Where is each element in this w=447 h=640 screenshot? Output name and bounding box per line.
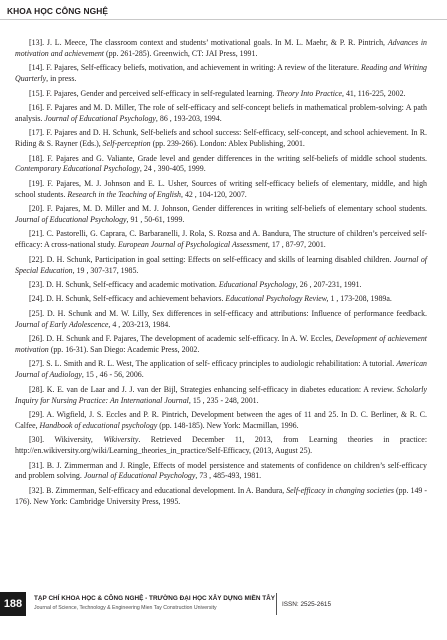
reference-source: Educational Psychology Review, (225, 294, 329, 304)
reference-number: [20]. (29, 204, 45, 214)
reference-text: S. L. Smith and R. L. West, The application of self- efficacy principles to audiologic rehabilitation: A tutorial. (44, 359, 397, 369)
reference-number: [16]. (29, 103, 45, 112)
reference-source: Self-perception (102, 139, 151, 149)
reference-source: Journal of Early Adolescence (15, 319, 109, 329)
reference-number: [24]. (29, 294, 45, 304)
reference-text: D. H. Schunk and M. W. Lilly, Sex differences in self-efficacy and attributions: Influence of performance feedback. (44, 308, 427, 318)
reference-item (15, 103, 427, 125)
reference-details: , 4 , 203-213, 1984. (108, 319, 171, 329)
reference-item (15, 255, 427, 277)
reference-details: , 91 , 50-61, 1999. (126, 214, 185, 224)
reference-number: [26]. (29, 334, 45, 344)
reference-details: , 19 , 307-317, 1985. (72, 265, 139, 275)
reference-details: (pp. 16-31). San Diego: Academic Press, 2002. (48, 344, 200, 354)
reference-item (15, 486, 427, 508)
reference-text: D. H. Schunk and F. Pajares, The development of academic self-efficacy. In A. W. Eccles, (44, 334, 336, 344)
reference-item (15, 309, 427, 331)
reference-item (15, 435, 427, 457)
page-number: 188 (0, 592, 26, 616)
section-label: KHOA HỌC CÔNG NGHỆ (7, 6, 109, 16)
reference-source: Theory Into Practice (276, 88, 342, 98)
reference-text: D. H. Schunk, Self-efficacy and academic motivation. (44, 279, 219, 289)
reference-item (15, 461, 427, 483)
reference-details: , 15 , 46 - 56, 2006. (81, 370, 144, 380)
reference-text: F. Pajares, Gender and perceived self-efficacy in self-regulated learning. (44, 88, 277, 98)
reference-item (15, 294, 427, 305)
reference-number: [30]. (29, 435, 45, 445)
reference-item (15, 38, 427, 60)
reference-item (15, 89, 427, 100)
reference-source: Development of achievement motivation (15, 334, 428, 354)
reference-number: [13]. (29, 38, 45, 47)
reference-item (15, 280, 427, 291)
reference-text: F. Pajares, M. D. Miller and M. J. Johnson, Gender differences in writing self-beliefs of elementary school students. (44, 204, 427, 214)
reference-number: [17]. (29, 128, 45, 138)
reference-item (15, 204, 427, 226)
reference-item (15, 410, 427, 432)
reference-item (15, 334, 427, 356)
reference-source: American Journal of Audiology (15, 359, 427, 380)
reference-item (15, 359, 427, 381)
reference-source: Educational Psychology (218, 279, 296, 289)
reference-details: (pp. 148-185). New York: Macmillan, 1996. (157, 420, 299, 430)
reference-list (15, 38, 427, 511)
reference-text: B. J. Zimmerman and J. Ringle, Effects of model persistence and statements of confidence on children’s self-efficacy and problem solving. (15, 460, 427, 481)
reference-number: [14]. (29, 63, 45, 73)
page-header (0, 0, 447, 22)
reference-text: F. Pajares and M. D. Miller, The role of self-efficacy and self-concept beliefs in mathematical problem-solving: A path analysis. (15, 103, 427, 123)
reference-text: F. Pajares, Self-efficacy beliefs, motivation, and achievement in writing: A review of the literature. (44, 63, 362, 73)
reference-details: . Retrieved December 11, 2013, from Learning theories in practice: http://en.wikiversity.org/wiki/Learning_theories_in_practice/Self-Efficacy, (2013, August 25). (15, 435, 428, 456)
reference-source: Self-efficacy in changing societies (286, 485, 394, 495)
reference-item (15, 128, 427, 150)
reference-number: [18]. (29, 153, 45, 163)
reference-text: D. H. Schunk, Participation in goal setting: Effects on self-efficacy and skills of learning disabled children. (44, 254, 394, 264)
reference-details: , 73 , 485-493, 1981. (195, 471, 262, 481)
reference-text: K. E. van de Laar and J. J. van der Bijl, Strategies enhancing self-efficacy in diabetes education: A review. (44, 384, 397, 394)
reference-number: [27]. (29, 359, 45, 369)
reference-text: F. Pajares and G. Valiante, Grade level and gender differences in the writing self-beliefs of middle school students. (44, 153, 427, 163)
reference-source: Journal of Educational Psychology (15, 214, 127, 224)
footer-divider (276, 593, 277, 615)
reference-number: [23]. (29, 279, 45, 289)
reference-details: (pp. 149 - 176). New York: Cambridge University Press, 1995. (15, 485, 427, 506)
reference-details: , 24 , 390-405, 1999. (139, 164, 206, 174)
reference-number: [29]. (29, 409, 45, 419)
reference-details: , 26 , 207-231, 1991. (295, 279, 362, 289)
reference-number: [25]. (29, 308, 45, 318)
reference-text: F. Pajares, M. J. Johnson and E. L. Usher, Sources of writing self-efficacy beliefs of elementary, middle, and high school students. (15, 178, 427, 199)
journal-name-english: Journal of Science, Technology & Engineering Mien Tay Construction University (34, 605, 217, 611)
reference-details: 1 , 173-208, 1989a. (328, 294, 392, 304)
reference-item (15, 154, 427, 176)
page-footer (0, 592, 447, 640)
reference-item (15, 63, 427, 85)
reference-text: B. Zimmerman, Self-efficacy and educational development. In A. Bandura, (44, 485, 287, 495)
header-divider (0, 19, 447, 20)
reference-details: , 17 , 87-97, 2001. (267, 240, 326, 250)
reference-details: , 42 , 104-120, 2007. (181, 189, 247, 199)
issn: ISSN: 2525-2615 (282, 601, 332, 608)
reference-number: [28]. (29, 384, 45, 394)
reference-text: F. Pajares and D. H. Schunk, Self-beliefs and school success: Self-efficacy, self-concept, and school achievement. In R. Riding & S. Rayner (Eds.), (15, 128, 427, 149)
reference-number: [21]. (29, 229, 45, 239)
reference-details: , 86 , 193-203, 1994. (155, 113, 222, 123)
reference-text: J. L. Meece, The classroom context and students’ motivational goals. In M. L. Maehr, & P. R. Pintrich, (44, 38, 388, 47)
reference-source: Journal of Special Education (15, 254, 427, 275)
reference-number: [15]. (29, 88, 45, 98)
reference-details: , 15 , 235 - 248, 2001. (188, 395, 259, 405)
reference-item (15, 229, 427, 251)
reference-details: , in press. (46, 74, 77, 84)
reference-source: Journal of Educational Psychology (83, 471, 196, 481)
reference-source: European Journal of Psychological Assessment (118, 240, 268, 250)
reference-source: Handbook of educational psychology (39, 420, 158, 430)
reference-source: Scholarly Inquiry for Nursing Practice: An International Journal (15, 384, 427, 405)
reference-details: , 41, 116-225, 2002. (342, 88, 406, 98)
reference-text: D. H. Schunk, Self-efficacy and achievement behaviors. (44, 294, 226, 304)
reference-number: [19]. (29, 178, 45, 188)
reference-source: Contemporary Educational Psychology (15, 164, 140, 174)
reference-details: (pp. 261-285). Greenwich, CT: JAI Press, 1991. (103, 48, 258, 58)
reference-text: A. Wigfield, J. S. Eccles and P. R. Pintrich, Development between the ages of 11 and 25. In D. C. Berliner, & R. C. Calfee, (15, 409, 427, 430)
reference-source: Advances in motivation and achievement (15, 38, 428, 58)
reference-number: [22]. (29, 254, 45, 264)
journal-name: TẠP CHÍ KHOA HỌC & CÔNG NGHỆ - TRƯỜNG ĐẠI HỌC XÂY DỰNG MIỀN TÂY (34, 595, 276, 602)
reference-item (15, 179, 427, 201)
reference-item (15, 385, 427, 407)
reference-source: Research in the Teaching of English (67, 189, 181, 199)
reference-source: Wikiversity (103, 435, 139, 445)
reference-text: C. Pastorelli, G. Caprara, C. Barbaranelli, J. Rola, S. Rozsa and A. Bandura, The structure of children’s perceived self-efficacy: A cross-national study. (15, 229, 427, 250)
reference-text: Wikiversity, (44, 435, 104, 445)
reference-source: Journal of Educational Psychology (44, 113, 156, 123)
reference-number: [32]. (29, 485, 45, 495)
reference-details: (pp. 239-266). London: Ablex Publishing, 2001. (150, 139, 305, 149)
reference-number: [31]. (29, 460, 45, 470)
reference-source: Reading and Writing Quarterly (15, 63, 427, 84)
